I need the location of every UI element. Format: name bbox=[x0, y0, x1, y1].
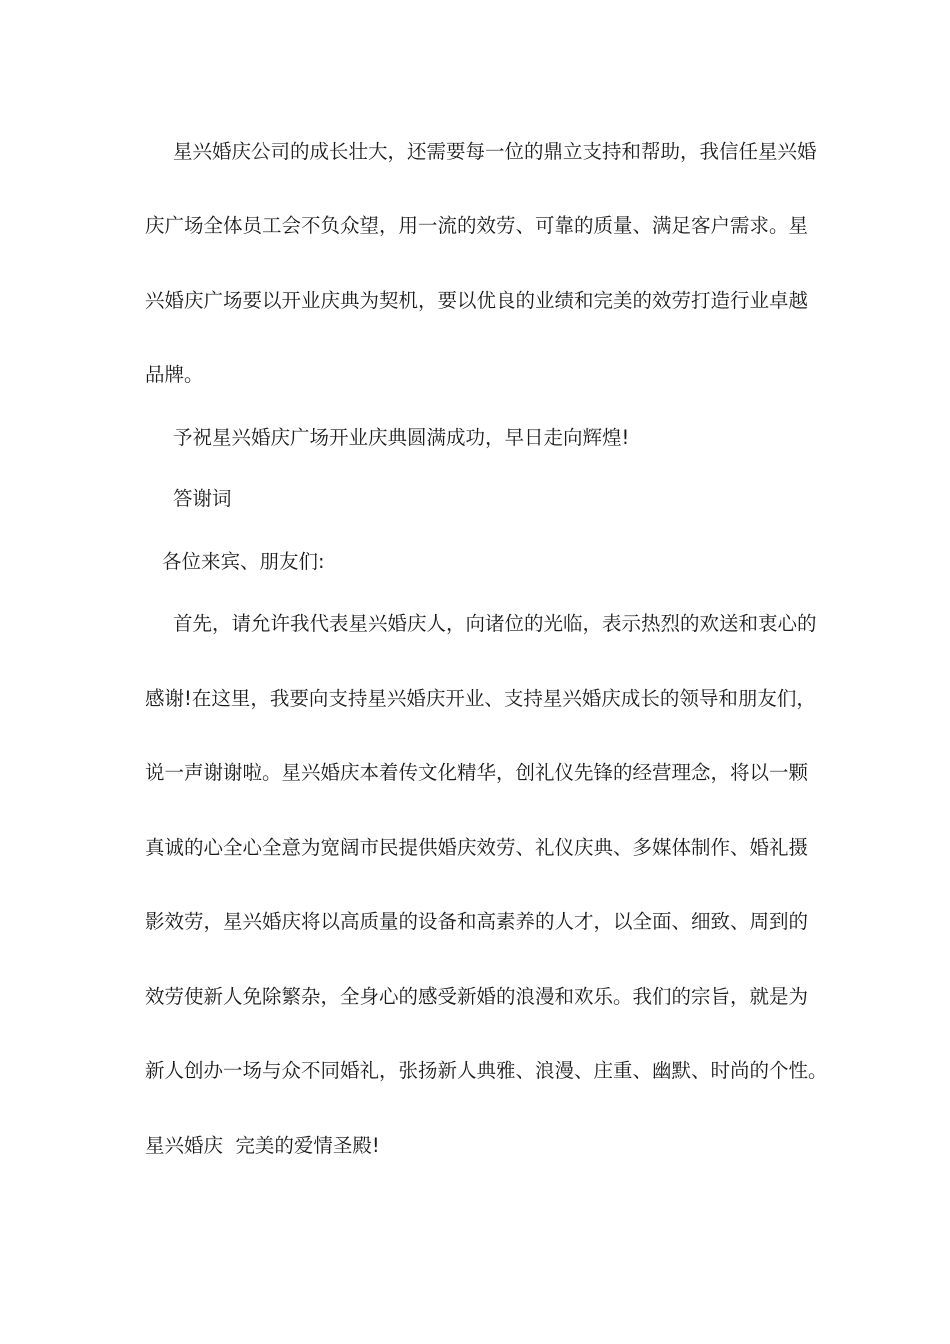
paragraph-2-line-2: 感谢!在这里，我要向支持星兴婚庆开业、支持星兴婚庆成长的领导和朋友们， bbox=[145, 687, 816, 710]
paragraph-1-line-3: 兴婚庆广场要以开业庆典为契机，要以优良的业绩和完美的效劳打造行业卓越 bbox=[145, 289, 809, 312]
paragraph-1-line-4: 品牌。 bbox=[145, 363, 204, 386]
paragraph-2-line-4: 真诚的心全心全意为宽阔市民提供婚庆效劳、礼仪庆典、多媒体制作、婚礼摄 bbox=[145, 836, 809, 859]
wish-line: 予祝星兴婚庆广场开业庆典圆满成功，早日走向辉煌! bbox=[173, 426, 630, 449]
paragraph-2-line-3: 说一声谢谢啦。星兴婚庆本着传文化精华，创礼仪先锋的经营理念，将以一颗 bbox=[145, 761, 809, 784]
salutation: 各位来宾、朋友们: bbox=[162, 550, 325, 573]
paragraph-1-line-2: 庆广场全体员工会不负众望，用一流的效劳、可靠的质量、满足客户需求。星 bbox=[145, 214, 809, 237]
paragraph-2-line-8: 星兴婚庆 完美的爱情圣殿! bbox=[145, 1134, 380, 1157]
paragraph-2-line-5: 影效劳，星兴婚庆将以高质量的设备和高素养的人才，以全面、细致、周到的 bbox=[145, 910, 809, 933]
paragraph-2-line-7: 新人创办一场与众不同婚礼，张扬新人典雅、浪漫、庄重、幽默、时尚的个性。 bbox=[145, 1059, 828, 1082]
paragraph-1-line-1: 星兴婚庆公司的成长壮大，还需要每一位的鼎立支持和帮助，我信任星兴婚 bbox=[173, 140, 817, 163]
paragraph-2-line-6: 效劳使新人免除繁杂，全身心的感受新婚的浪漫和欢乐。我们的宗旨，就是为 bbox=[145, 985, 809, 1008]
paragraph-2-line-1: 首先，请允许我代表星兴婚庆人，向诸位的光临，表示热烈的欢送和衷心的 bbox=[173, 612, 817, 635]
heading-thanks-speech: 答谢词 bbox=[173, 487, 232, 510]
